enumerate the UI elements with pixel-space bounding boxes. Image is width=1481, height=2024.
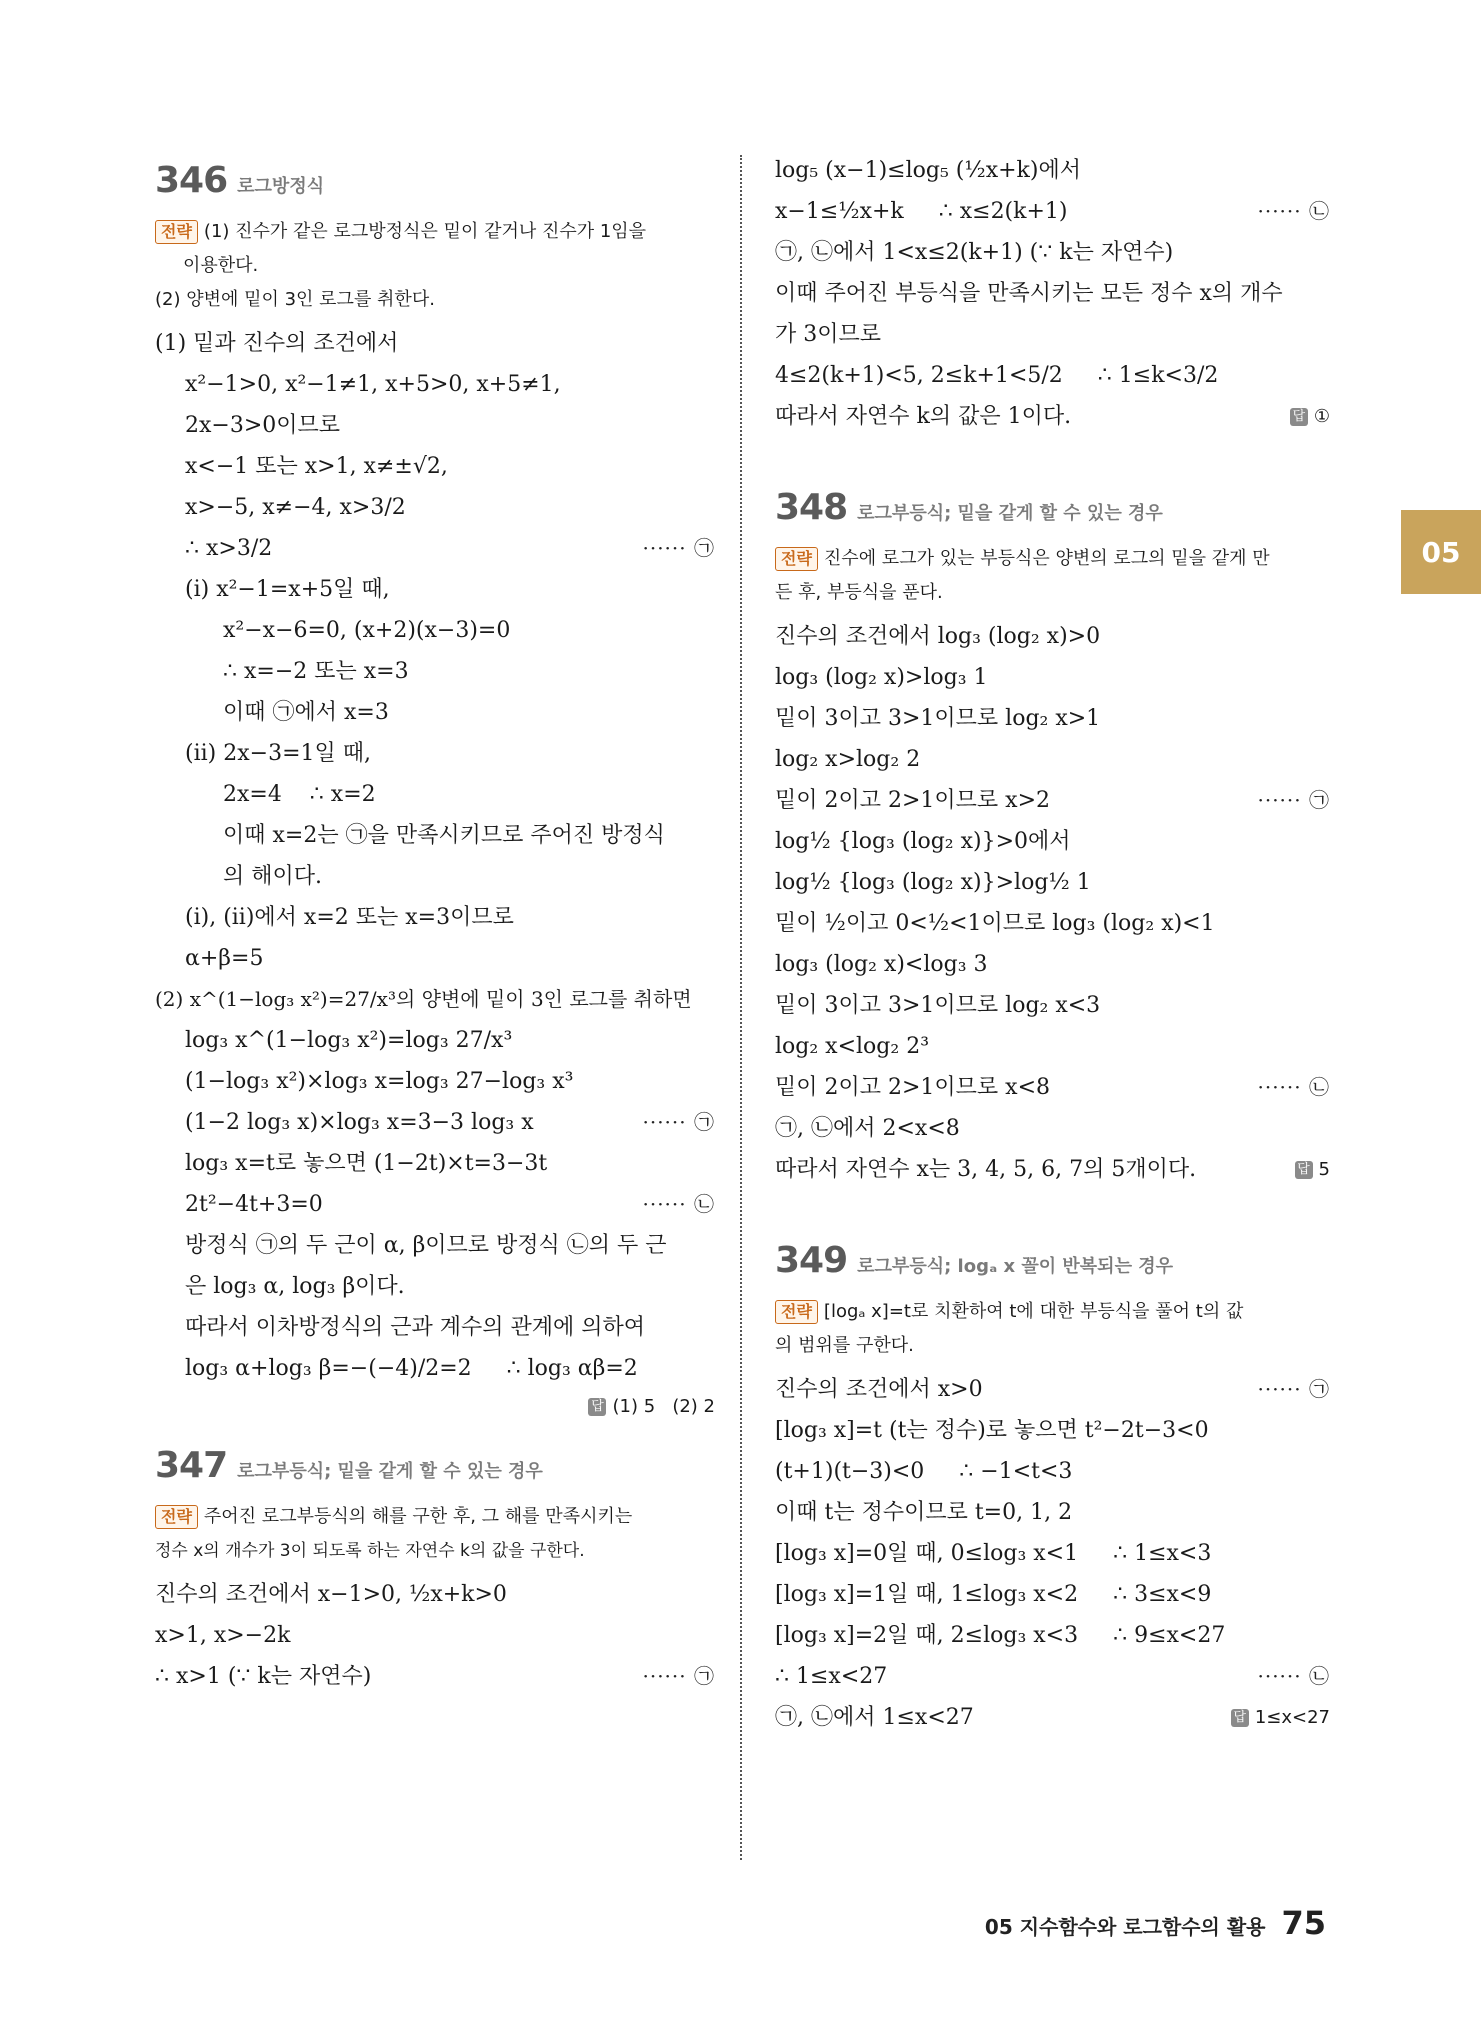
solution-line: (ii) 2x−3=1일 때, [185,741,371,766]
solution-line: ㉠, ㉡에서 1≤x<27 답 1≤x<27 [775,1697,1330,1738]
strategy-346 [155,215,715,317]
strategy-347 [155,1500,715,1568]
solution-line: x−1≤½x+k ∴ x≤2(k+1) ······ ㉡ [775,199,1330,224]
solution-line: 이때 x=2는 ㉠을 만족시키므로 주어진 방정식 [223,823,665,848]
solution-line: 은 log₃ α, log₃ β이다. [185,1274,405,1299]
solution-346 [155,323,715,1425]
strategy-line: 든 후, 부등식을 푼다. [775,582,943,603]
solution-line: ∴ x=−2 또는 x=3 [223,659,409,684]
solution-line: (i) x²−1=x+5일 때, [185,577,390,602]
solution-347 [155,1574,715,1697]
solution-line: log₃ (log₂ x)<log₃ 3 [775,952,988,977]
solution-line: 밑이 3이고 3>1이므로 log₂ x<3 [775,993,1101,1018]
problem-number: 348 [775,487,848,528]
problem-348-header [775,487,1330,528]
solution-line: 2x−3>0이므로 [185,413,341,438]
solution-line: 이때 t는 정수이므로 t=0, 1, 2 [775,1500,1073,1525]
strategy-tag: 전략 [155,1505,198,1529]
answer-347 [1290,399,1330,435]
answer-value: 5 [1318,1158,1330,1180]
strategy-line: 의 범위를 구한다. [775,1335,914,1356]
page-number: 75 [1281,1904,1326,1942]
solution-line: 밑이 3이고 3>1이므로 log₂ x>1 [775,706,1101,731]
answer-tag: 답 [1231,1709,1249,1727]
solution-line: log₂ x<log₂ 2³ [775,1034,930,1059]
solution-line: x>1, x>−2k [155,1623,291,1648]
solution-line: 2t²−4t+3=0 ······ ㉡ [185,1192,715,1217]
solution-line: 진수의 조건에서 log₃ (log₂ x)>0 [775,624,1101,649]
answer-tag: 답 [588,1398,606,1416]
solution-line: 진수의 조건에서 x>0 ······ ㉠ [775,1377,1330,1402]
answer-349 [1231,1700,1330,1736]
solution-line: 4≤2(k+1)<5, 2≤k+1<5/2 ∴ 1≤k<3/2 [775,363,1219,388]
solution-line: log₃ x^(1−log₃ x²)=log₃ 27/x³ [185,1028,513,1053]
strategy-line: (2) 양변에 밑이 3인 로그를 취한다. [155,289,435,310]
strategy-tag: 전략 [155,220,198,244]
answer-value: 1≤x<27 [1254,1706,1330,1728]
strategy-line: [logₐ x]=t로 치환하여 t에 대한 부등식을 풀어 t의 값 [823,1301,1244,1322]
solution-line: ∴ 1≤x<27 ······ ㉡ [775,1664,1330,1689]
solution-line: 따라서 이차방정식의 근과 계수의 관계에 의하여 [185,1315,646,1340]
problem-title: 로그부등식; logₐ x 꼴이 반복되는 경우 [857,1256,1173,1277]
solution-line: log₃ (log₂ x)>log₃ 1 [775,665,988,690]
solution-line: 2x=4 ∴ x=2 [223,782,376,807]
solution-line: 의 해이다. [223,864,322,889]
solution-line: ㉠, ㉡에서 1<x≤2(k+1) (∵ k는 자연수) [775,240,1174,265]
problem-title: 로그부등식; 밑을 같게 할 수 있는 경우 [857,503,1163,524]
solution-line: (2) x^(1−log₃ x²)=27/x³의 양변에 밑이 3인 로그를 취하면 [155,987,692,1011]
solution-line: log₂ x>log₂ 2 [775,747,921,772]
strategy-tag: 전략 [775,547,818,571]
chapter-title: 05 지수함수와 로그함수의 활용 [984,1915,1266,1939]
solution-line: 밑이 2이고 2>1이므로 x<8 ······ ㉡ [775,1075,1330,1100]
solution-line: [log₃ x]=t (t는 정수)로 놓으면 t²−2t−3<0 [775,1418,1209,1443]
answer-value: (1) 5 (2) 2 [612,1396,715,1417]
solution-line: [log₃ x]=0일 때, 0≤log₃ x<1 ∴ 1≤x<3 [775,1541,1212,1566]
answer-value: ① [1313,405,1330,427]
solution-line: 따라서 자연수 x는 3, 4, 5, 6, 7의 5개이다. 답 5 [775,1149,1330,1190]
answer-348 [1295,1152,1330,1188]
solution-line: 따라서 자연수 k의 값은 1이다. 답 ① [775,396,1330,437]
answer-tag: 답 [1290,408,1308,426]
solution-line: log₅ (x−1)≤log₅ (½x+k)에서 [775,158,1081,183]
solution-348 [775,616,1330,1190]
strategy-348 [775,542,1330,610]
solution-347-continued [775,150,1330,437]
solution-line: 이때 ㉠에서 x=3 [223,700,389,725]
solution-line: (t+1)(t−3)<0 ∴ −1<t<3 [775,1459,1073,1484]
problem-349-header [775,1240,1330,1281]
strategy-line: (1) 진수가 같은 로그방정식은 밑이 같거나 진수가 1임을 [203,221,647,242]
strategy-line: 정수 x의 개수가 3이 되도록 하는 자연수 k의 값을 구한다. [155,1541,585,1561]
problem-347-header [155,1445,715,1486]
strategy-line: 이용한다. [183,255,259,276]
chapter-side-tab: 05 [1401,510,1481,594]
solution-line: (1−log₃ x²)×log₃ x=log₃ 27−log₃ x³ [185,1069,574,1094]
solution-line: x<−1 또는 x>1, x≠±√2, [185,454,448,479]
answer-tag: 답 [1295,1161,1313,1179]
solution-line: 밑이 2이고 2>1이므로 x>2 ······ ㉠ [775,788,1330,813]
problem-title: 로그방정식 [237,176,325,197]
solution-line: 이때 주어진 부등식을 만족시키는 모든 정수 x의 개수 [775,281,1283,306]
problem-number: 347 [155,1445,228,1486]
solution-line: [log₃ x]=2일 때, 2≤log₃ x<3 ∴ 9≤x<27 [775,1623,1226,1648]
solution-line: 진수의 조건에서 x−1>0, ½x+k>0 [155,1582,507,1607]
solution-line: log₃ x=t로 놓으면 (1−2t)×t=3−3t [185,1151,548,1176]
solution-line: ㉠, ㉡에서 2<x<8 [775,1116,960,1141]
solution-line: x>−5, x≠−4, x>3/2 [185,495,406,520]
solution-line: log₃ α+log₃ β=−(−4)/2=2 ∴ log₃ αβ=2 [185,1356,638,1381]
strategy-tag: 전략 [775,1300,818,1324]
problem-346-header [155,160,715,201]
page-footer [985,1904,1326,1942]
solution-line: 가 3이므로 [775,322,881,347]
solution-line: α+β=5 [185,946,264,971]
solution-349 [775,1369,1330,1738]
left-column [155,150,715,1697]
answer-346 [155,1389,715,1425]
problem-number: 346 [155,160,228,201]
problem-title: 로그부등식; 밑을 같게 할 수 있는 경우 [237,1461,543,1482]
solution-line: ∴ x>1 (∵ k는 자연수) ······ ㉠ [155,1664,715,1689]
solution-line: log½ {log₃ (log₂ x)}>0에서 [775,829,1071,854]
solution-line: (1−2 log₃ x)×log₃ x=3−3 log₃ x ······ ㉠ [185,1110,715,1135]
problem-number: 349 [775,1240,848,1281]
solution-line: x²−x−6=0, (x+2)(x−3)=0 [223,618,511,643]
solution-line: [log₃ x]=1일 때, 1≤log₃ x<2 ∴ 3≤x<9 [775,1582,1212,1607]
solution-line: ∴ x>3/2 ······ ㉠ [185,536,715,561]
solution-line: x²−1>0, x²−1≠1, x+5>0, x+5≠1, [185,372,561,397]
solution-line: log½ {log₃ (log₂ x)}>log½ 1 [775,870,1091,895]
solution-line: 방정식 ㉠의 두 근이 α, β이므로 방정식 ㉡의 두 근 [185,1233,667,1258]
right-column [775,150,1330,1738]
strategy-349 [775,1295,1330,1363]
strategy-line: 주어진 로그부등식의 해를 구한 후, 그 해를 만족시키는 [203,1506,633,1527]
strategy-line: 진수에 로그가 있는 부등식은 양변의 로그의 밑을 같게 만 [823,548,1270,569]
column-divider [740,155,742,1860]
solution-line: (i), (ii)에서 x=2 또는 x=3이므로 [185,905,514,930]
solution-line: 밑이 ½이고 0<½<1이므로 log₃ (log₂ x)<1 [775,911,1215,936]
solution-line: (1) 밑과 진수의 조건에서 [155,331,399,356]
